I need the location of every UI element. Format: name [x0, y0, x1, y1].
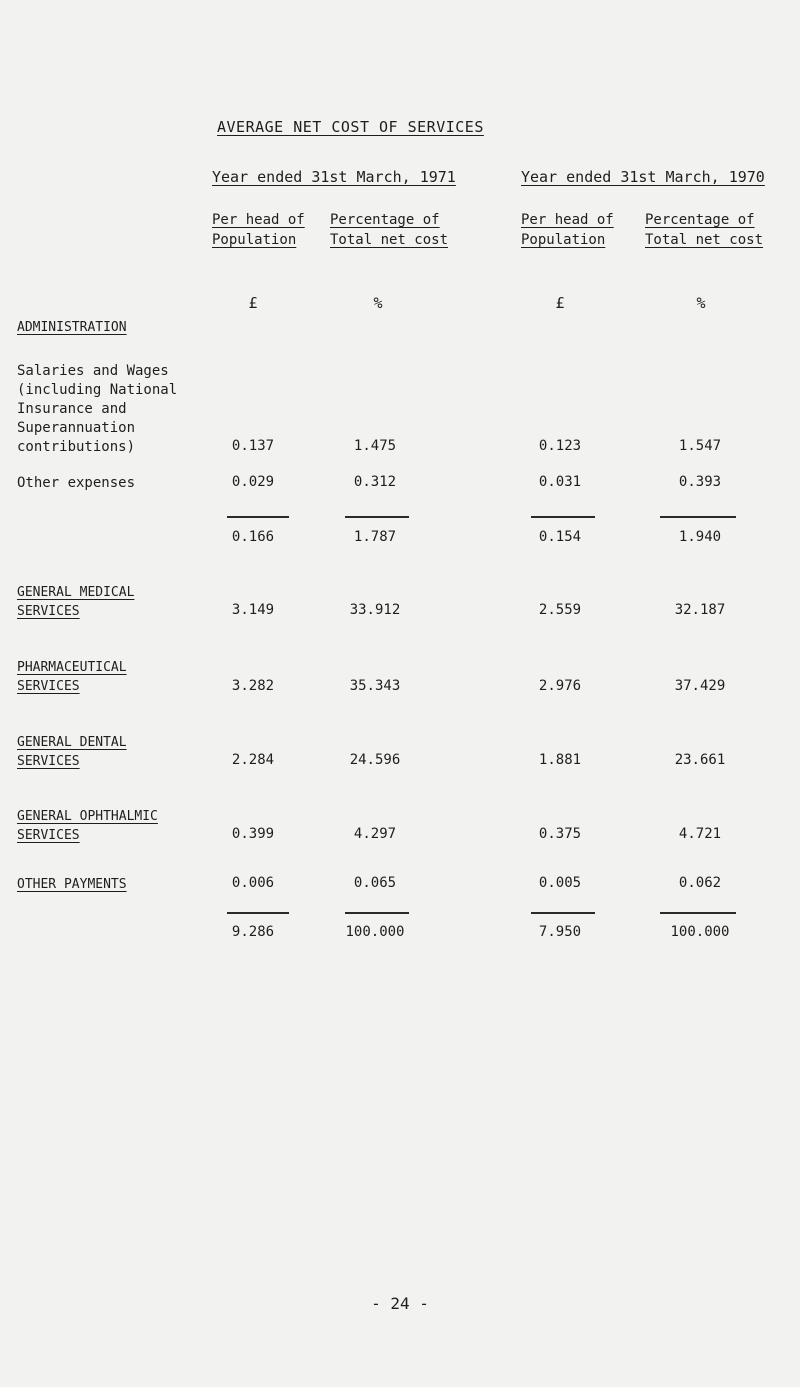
column-header-per-head-1970 [521, 210, 614, 250]
column-header-line: Percentage of [645, 212, 755, 228]
value-cell: 1.881 [538, 752, 582, 768]
section-heading-pharmaceutical [17, 658, 127, 696]
value-cell: 2.284 [231, 752, 275, 768]
section-heading-line: PHARMACEUTICAL [17, 660, 127, 675]
value-cell: 0.375 [538, 826, 582, 842]
value-cell: 35.343 [349, 678, 401, 694]
value-cell: 0.137 [231, 438, 275, 454]
section-heading-general-ophthalmic [17, 807, 158, 845]
value-cell: 23.661 [674, 752, 726, 768]
section-heading-other-payments: OTHER PAYMENTS [17, 877, 127, 892]
value-cell: 37.429 [674, 678, 726, 694]
value-cell: 0.006 [231, 875, 275, 891]
value-cell: 24.596 [349, 752, 401, 768]
value-cell: 0.393 [678, 474, 722, 490]
value-cell: 0.312 [353, 474, 397, 490]
section-heading-general-dental [17, 733, 127, 771]
value-cell: 4.721 [678, 826, 722, 842]
total-rule [227, 912, 289, 914]
value-cell: 0.031 [538, 474, 582, 490]
section-heading-general-medical [17, 583, 134, 621]
subtotal-cell: 0.166 [231, 529, 275, 545]
value-cell: 3.149 [231, 602, 275, 618]
section-heading-line: SERVICES [17, 754, 80, 769]
column-header-percentage-1971 [330, 210, 448, 250]
value-cell: 0.005 [538, 875, 582, 891]
total-rule [345, 912, 409, 914]
period-heading-1970: Year ended 31st March, 1970 [521, 168, 765, 186]
page-title: AVERAGE NET COST OF SERVICES [217, 118, 484, 136]
row-label-line: Insurance and [17, 401, 127, 417]
value-cell: 2.559 [538, 602, 582, 618]
subtotal-cell: 0.154 [538, 529, 582, 545]
column-header-line: Total net cost [330, 232, 449, 248]
subtotal-rule [531, 516, 595, 518]
unit-pound: £ [248, 294, 258, 312]
row-label-line: Salaries and Wages [17, 363, 169, 379]
value-cell: 32.187 [674, 602, 726, 618]
row-label-line: contributions) [17, 439, 136, 455]
row-label-other-expenses: Other expenses [17, 475, 136, 491]
row-label-line: Superannuation [17, 420, 136, 436]
unit-percent: % [373, 294, 383, 312]
column-header-line: Percentage of [330, 212, 440, 228]
row-label-salaries [17, 362, 177, 457]
value-cell: 4.297 [353, 826, 397, 842]
section-heading-line: SERVICES [17, 604, 80, 619]
value-cell: 1.475 [353, 438, 397, 454]
column-header-line: Per head of [212, 212, 305, 228]
value-cell: 0.062 [678, 875, 722, 891]
row-label-line: (including National [17, 382, 178, 398]
value-cell: 33.912 [349, 602, 401, 618]
value-cell: 1.547 [678, 438, 722, 454]
total-rule [660, 912, 736, 914]
subtotal-cell: 1.940 [678, 529, 722, 545]
value-cell: 0.123 [538, 438, 582, 454]
period-heading-1971: Year ended 31st March, 1971 [212, 168, 456, 186]
total-cell: 9.286 [231, 924, 275, 940]
total-rule [531, 912, 595, 914]
total-cell: 7.950 [538, 924, 582, 940]
column-header-line: Per head of [521, 212, 614, 228]
subtotal-cell: 1.787 [353, 529, 397, 545]
section-heading-line: GENERAL OPHTHALMIC [17, 809, 158, 824]
subtotal-rule [227, 516, 289, 518]
page-number: - 24 - [371, 1294, 429, 1313]
column-header-line: Total net cost [645, 232, 764, 248]
subtotal-rule [345, 516, 409, 518]
section-heading-administration: ADMINISTRATION [17, 320, 127, 335]
subtotal-rule [660, 516, 736, 518]
unit-pound: £ [555, 294, 565, 312]
column-header-per-head-1971 [212, 210, 305, 250]
total-cell: 100.000 [670, 924, 730, 940]
value-cell: 3.282 [231, 678, 275, 694]
section-heading-line: SERVICES [17, 679, 80, 694]
section-heading-line: GENERAL MEDICAL [17, 585, 135, 600]
value-cell: 2.976 [538, 678, 582, 694]
column-header-line: Population [521, 232, 606, 248]
value-cell: 0.065 [353, 875, 397, 891]
value-cell: 0.029 [231, 474, 275, 490]
value-cell: 0.399 [231, 826, 275, 842]
total-cell: 100.000 [345, 924, 405, 940]
section-heading-line: GENERAL DENTAL [17, 735, 127, 750]
unit-percent: % [696, 294, 706, 312]
section-heading-line: SERVICES [17, 828, 80, 843]
column-header-line: Population [212, 232, 297, 248]
column-header-percentage-1970 [645, 210, 763, 250]
